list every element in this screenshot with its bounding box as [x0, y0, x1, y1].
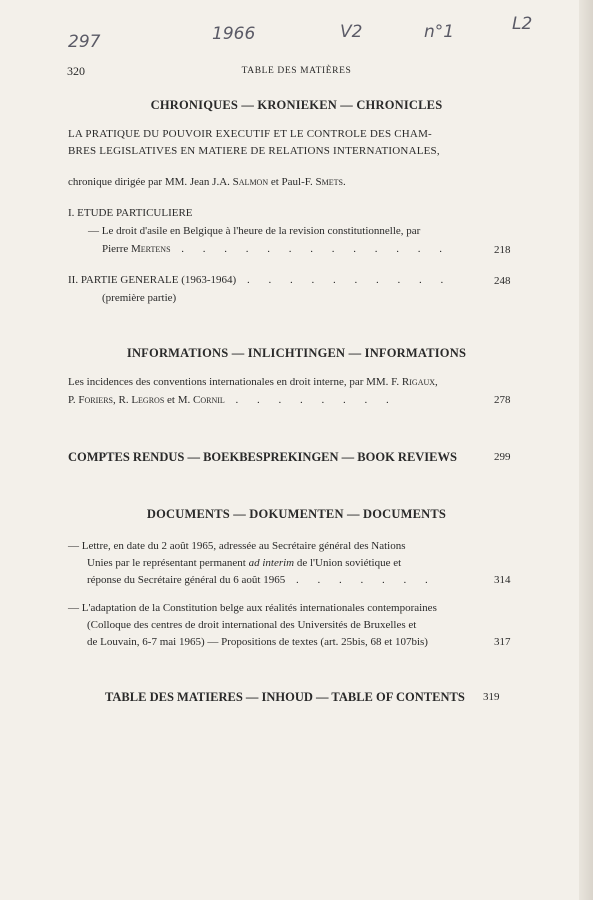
- toc-page-number: 319: [483, 691, 500, 703]
- chroniques-subtitle: LA PRATIQUE DU POUVOIR EXECUTIF ET LE CONTROLE DES CHAM-: [68, 128, 432, 140]
- toc-entry-author: Pierre Mertens . . . . . . . . . . . . .: [102, 243, 451, 255]
- section-title-table-des-matieres: TABLE DES MATIERES — INHOUD — TABLE OF CONTENTS: [105, 690, 465, 704]
- toc-page-number: 248: [494, 275, 511, 287]
- toc-part-heading: I. ETUDE PARTICULIERE: [68, 207, 193, 219]
- handwritten-note: 297: [68, 32, 101, 52]
- author-name: Salmon: [232, 176, 269, 188]
- toc-page-number: 299: [494, 451, 511, 463]
- toc-entry-authors: P. Foriers, R. Legros et M. Cornil . . . . . . . .: [68, 394, 397, 406]
- toc-entry-text: Unies par le représentant permanent ad interim de l'Union soviétique et: [87, 557, 402, 569]
- toc-entry-text: réponse du Secrétaire général du 6 août 1965 . . . . . . .: [87, 574, 436, 586]
- toc-page-number: 314: [494, 574, 511, 586]
- toc-entry-text: Les incidences des conventions internationales en droit interne, par MM. F. Rigaux,: [68, 376, 438, 388]
- toc-entry-text: de Louvain, 6-7 mai 1965) — Propositions de textes (art. 25bis, 68 et 107bis): [87, 636, 428, 648]
- toc-entry-text: — Lettre, en date du 2 août 1965, adressée au Secrétaire général des Nations: [68, 540, 406, 552]
- toc-entry-text: (Colloque des centres de droit international des Universités de Bruxelles et: [87, 619, 417, 631]
- running-head: TABLE DES MATIÈRES: [241, 66, 352, 76]
- page-edge: [579, 0, 593, 900]
- toc-part-heading: II. PARTIE GENERALE (1963-1964) . . . . . . . . . .: [68, 274, 452, 286]
- chroniques-directed-by: chronique dirigée par MM. Jean J.A. Salmon et Paul-F. Smets.: [68, 176, 346, 188]
- toc-page-number: 317: [494, 636, 511, 648]
- toc-entry-text: — L'adaptation de la Constitution belge aux réalités internationales contemporaines: [68, 602, 437, 614]
- toc-page-number: 218: [494, 244, 511, 256]
- handwritten-note: 1966: [212, 24, 256, 44]
- handwritten-note: n°1: [424, 22, 455, 42]
- chroniques-subtitle: BRES LEGISLATIVES EN MATIERE DE RELATIONS INTERNATIONALES,: [68, 145, 440, 157]
- section-title-chroniques: CHRONIQUES — KRONIEKEN — CHRONICLES: [150, 98, 443, 112]
- toc-page-number: 278: [494, 394, 511, 406]
- author-name: Smets: [315, 176, 343, 188]
- toc-entry-text: — Le droit d'asile en Belgique à l'heure de la revision constitutionnelle, par: [88, 225, 421, 237]
- handwritten-note: V2: [340, 22, 363, 42]
- section-title-documents: DOCUMENTS — DOKUMENTEN — DOCUMENTS: [146, 507, 447, 521]
- section-title-informations: INFORMATIONS — INLICHTINGEN — INFORMATIONS: [126, 346, 467, 360]
- page-number: 320: [67, 64, 85, 78]
- toc-entry-note: (première partie): [102, 292, 177, 304]
- section-title-comptes-rendus: COMPTES RENDUS — BOEKBESPREKINGEN — BOOK REVIEWS: [68, 450, 457, 464]
- handwritten-note: L2: [512, 14, 533, 34]
